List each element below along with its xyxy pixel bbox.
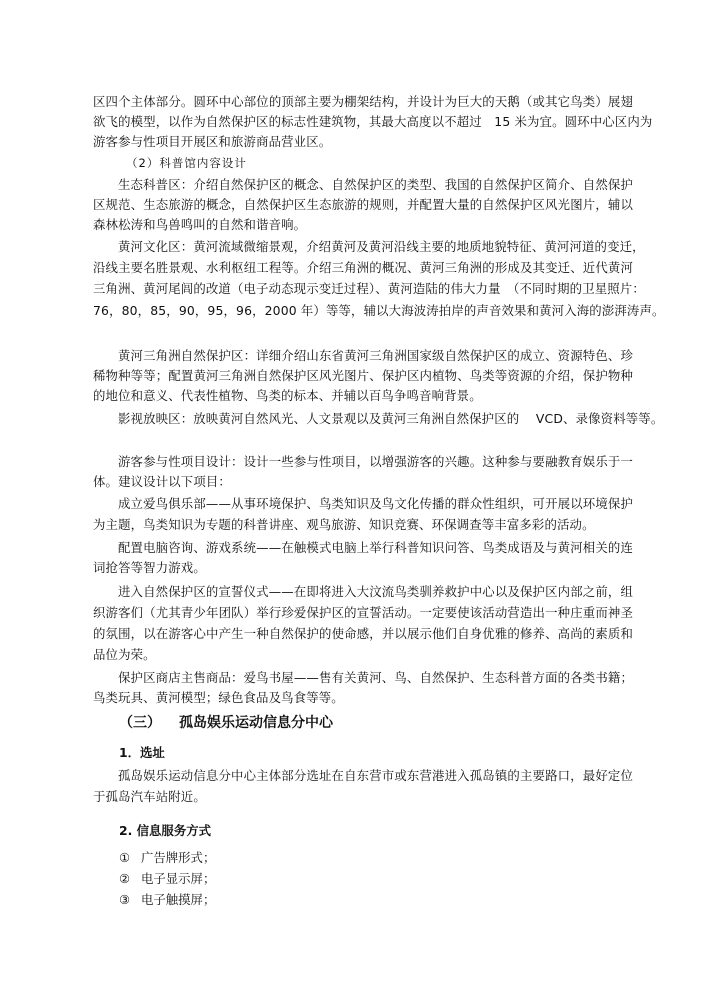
section-number: （三） (119, 715, 161, 731)
paragraph-line: 生态科普区：介绍自然保护区的概念、自然保护区的类型、我国的自然保护区简介、自然保护 (118, 177, 633, 192)
paragraph-line: 影视放映区：放映黄河自然风光、人文景观以及黄河三角洲自然保护区的 VCD、录像资料等等。 (118, 411, 664, 426)
paragraph-line: 为主题，鸟类知识为专题的科普讲座、观鸟旅游、知识竞赛、环保调查等丰富多彩的活动。 (93, 517, 595, 532)
list-item (119, 891, 215, 908)
list-item-text: 广告牌形式； (141, 850, 216, 865)
paragraph-line: 三角洲、黄河尾闾的改道（电子动态现示变迁过程）、黄河造陆的伟大力量 （不同时期的卫星照片： (93, 281, 645, 296)
subsection-heading: （2）科普馆内容设计 (126, 156, 247, 170)
paragraph-line: 于孤岛汽车站附近。 (93, 789, 206, 804)
paragraph-line: 黄河三角洲自然保护区：详细介绍山东省黄河三角洲国家级自然保护区的成立、资源特色、珍 (118, 348, 633, 363)
section-heading (119, 713, 333, 733)
paragraph-line: 森林松涛和鸟兽鸣叫的自然和谐音响。 (93, 217, 307, 232)
section-title: 孤岛娱乐运动信息分中心 (179, 715, 333, 731)
paragraph-line: 织游客们（尤其青少年团队）举行珍爱保护区的宣誓活动。一定要使该活动营造出一种庄重而神圣 (93, 605, 633, 620)
paragraph-line: 保护区商店主售商品：爱鸟书屋——售有关黄河、鸟、自然保护、生态科普方面的各类书籍； (118, 670, 633, 685)
paragraph-line: 黄河文化区：黄河流域微缩景观，介绍黄河及黄河沿线主要的地质地貌特征、黄河河道的变迁， (118, 239, 645, 254)
paragraph-line: 品位为荣。 (93, 647, 156, 662)
paragraph-line: 孤岛娱乐运动信息分中心主体部分选址在自东营市或东营港进入孤岛镇的主要路口，最好定位 (118, 768, 633, 783)
paragraph-line: 欲飞的模型，以作为自然保护区的标志性建筑物，其最大高度以不超过 15 米为宜。圆环中心区内为 (93, 114, 653, 129)
list-marker: ② (119, 871, 131, 886)
list-item (119, 870, 215, 887)
paragraph-line: 76，80，85，90，95，96，2000 年）等等，辅以大海波涛拍岸的声音效果和黄河入海的澎湃涛声。 (93, 303, 665, 318)
paragraph-line: 体。建议设计以下项目： (93, 474, 231, 489)
paragraph-line: 区规范、生态旅游的概念，自然保护区生态旅游的规则，并配置大量的自然保护区风光图片，辅以 (93, 197, 633, 212)
paragraph-line: 沿线主要名胜景观、水利枢纽工程等。介绍三角洲的概况、黄河三角洲的形成及其变迁、近代黄河 (93, 260, 633, 275)
paragraph-line: 配置电脑咨询、游戏系统——在触模式电脑上举行科普知识问答、鸟类成语及与黄河相关的连 (118, 540, 633, 555)
list-marker: ③ (119, 892, 131, 907)
list-item (119, 849, 215, 866)
paragraph-line: 游客参与性项目开展区和旅游商品营业区。 (93, 134, 332, 149)
paragraph-line: 进入自然保护区的宣誓仪式——在即将进入大汶流鸟类驯养救护中心以及保护区内部之前，组 (118, 584, 633, 599)
subsection-heading: 1．选址 (119, 745, 165, 760)
paragraph-line: 的氛围，以在游客心中产生一种自然保护的使命感，并以展示他们自身优雅的修养、高尚的素质和 (93, 626, 633, 641)
paragraph-line: 成立爱鸟俱乐部——从事环境保护、鸟类知识及鸟文化传播的群众性组织，可开展以环境保护 (118, 496, 633, 511)
paragraph-line: 游客参与性项目设计：设计一些参与性项目，以增强游客的兴趣。这种参与要融教育娱乐于一 (118, 454, 633, 469)
list-item-text: 电子触摸屏； (141, 892, 216, 907)
paragraph-line: 稀物种等等；配置黄河三角洲自然保护区风光图片、保护区内植物、鸟类等资源的介绍，保护物种 (93, 368, 633, 383)
paragraph-line: 的地位和意义、代表性植物、鸟类的标本、并辅以百鸟争鸣音响背景。 (93, 388, 482, 403)
subsection-heading: 2. 信息服务方式 (119, 823, 211, 838)
paragraph-line: 词抢答等智力游戏。 (93, 560, 206, 575)
list-item-text: 电子显示屏； (141, 871, 216, 886)
list-marker: ① (119, 850, 131, 865)
paragraph-line: 鸟类玩具、黄河模型；绿色食品及鸟食等等。 (93, 690, 344, 705)
paragraph-line: 区四个主体部分。圆环中心部位的顶部主要为棚架结构，并设计为巨大的天鹅（或其它鸟类）展翅 (93, 94, 633, 109)
